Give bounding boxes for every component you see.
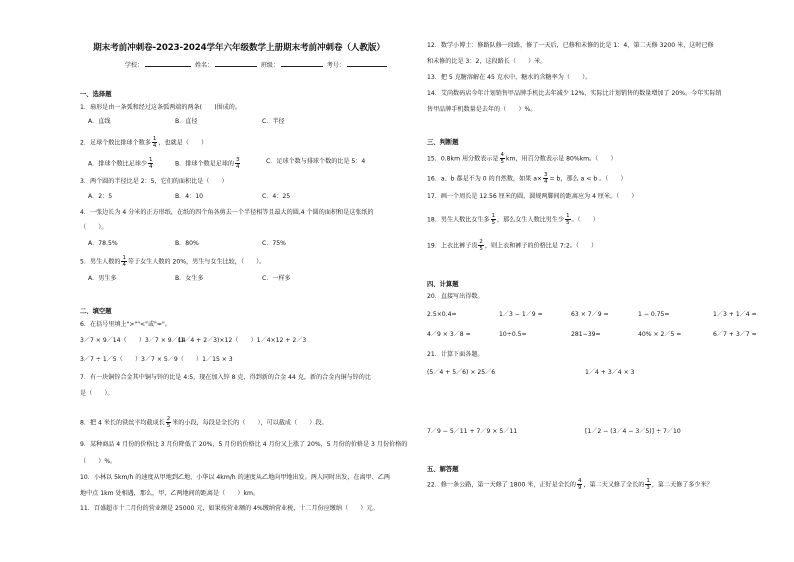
fraction — [543, 172, 548, 185]
q8-text-end: 米的小段，每段是全长的（ ），可以截成（ ）段。 — [172, 419, 328, 427]
denominator: 4 — [544, 179, 548, 185]
denominator: 4 — [152, 143, 157, 149]
option-a: A．78.5% — [88, 240, 118, 247]
fraction — [645, 478, 650, 491]
question-10-cont: 地中点 1km 处相遇，那么，甲、乙两地间的距离是（ ）km。 — [80, 490, 260, 497]
denominator: 4 — [149, 164, 153, 170]
section-heading: 三、判断题 — [427, 139, 459, 146]
numerator: 1 — [152, 136, 157, 142]
q18-text: 18．男生人数比女生多 — [427, 216, 490, 224]
option-text: A．排球个数比足球少 — [88, 160, 148, 168]
calc-item: 40% × 2／5 = — [638, 331, 682, 338]
section-heading: 一、选择题 — [80, 91, 112, 98]
name-field[interactable] — [215, 60, 257, 67]
denominator: 5 — [500, 159, 504, 165]
question-12-cont: 和未修的比是 3：2，这段路长（ ）米。 — [427, 58, 547, 65]
option-a: A．2：5 — [88, 193, 113, 200]
question-14: 14．艾尚数码店今年计划销售甲品牌手机比去年减少 12%，实际比计划销售的数量增加了 20%。今年实际销 — [427, 90, 722, 97]
section-heading: 五、解答题 — [427, 466, 459, 473]
q8-text: 8．把 4 米长的铁丝平均截成长 — [80, 419, 165, 427]
number-field[interactable] — [347, 60, 387, 67]
numerator: 3 — [544, 172, 548, 178]
q22-text-end: ，第二天修了多少米？ — [651, 481, 713, 489]
class-label: 班级： — [260, 62, 279, 69]
option-c: C．75% — [262, 240, 286, 247]
question-7: 7．有一块铜锌合金其中铜与锌的比是 4:5，现在加入锌 8 克，得到新的合金 44 克，新的合金内铜与锌的比 — [80, 374, 371, 381]
q15-text-end: km，用百分数表示是 80%km。（ ） — [505, 155, 617, 163]
q22-text-mid: ，第二天又修了全长的 — [583, 481, 645, 489]
question-21: 21．计算下面各题。 — [427, 351, 484, 358]
question-17: 17．画一个周长是 12.56 厘米的圆，圆规两脚间的距离应为 4 厘米。（ ） — [427, 193, 638, 200]
question-4-cont: （ ）。 — [80, 224, 108, 231]
question-5 — [80, 255, 265, 268]
question-12: 12．数学小博士：修路队修一段路，修了一天后，已修和未修的比是 1：4，第二天修 3200 米，这时已修 — [427, 42, 714, 49]
denominator: 3 — [646, 485, 650, 491]
numerator: 1 — [149, 157, 153, 163]
question-13: 13．把 5 克糖溶解在 45 克水中，糖水的含糖率为（ ）。 — [427, 74, 592, 81]
q5-text-end: 等于女生人数的 20%，男生与女生比较，（ ）。 — [127, 258, 266, 266]
q16-text: 16．a、b 都是不为 0 的自然数，如果 a× — [427, 175, 543, 183]
calc-item: 6／7 + 3／7 = — [713, 331, 757, 338]
question-22 — [427, 478, 713, 491]
section-heading: 二、填空题 — [80, 308, 112, 315]
q5-text: 5．男生人数的 — [80, 258, 121, 266]
question-14-cont: 售甲品牌手机数量是去年的（ ）%。 — [427, 106, 537, 113]
denominator: 4 — [236, 164, 240, 170]
denominator: 4 — [122, 262, 126, 268]
question-2 — [80, 136, 207, 149]
school-label: 学校： — [125, 62, 144, 69]
fraction — [235, 157, 240, 170]
question-9: 9．某种商品 4 月份的价格比 3 月份降低了 20%，5 月份的价格比 4 月份又上涨了 20%，5 月份的价格是 3 月份价格的 — [80, 441, 408, 448]
question-16 — [427, 172, 627, 185]
fraction — [577, 478, 582, 491]
question-1: 1．扇形是由一条弧和经过这条弧两端的两条( )围成的。 — [80, 104, 241, 111]
option-a: A．直线 — [88, 118, 111, 125]
calc-item: 1 − 0.75= — [638, 311, 670, 318]
class-field[interactable] — [281, 60, 323, 67]
option-b: B．80% — [175, 240, 199, 247]
q18-text-end: 。（ ） — [571, 216, 599, 224]
question-10: 10．小林以 5km/h 的速度从甲地到乙地，小华以 4km/h 的速度从乙地向甲地出发。两人同时出发，在离甲、乙两 — [80, 474, 390, 481]
numerator: 1 — [122, 255, 126, 261]
expression-3: 3／7 ÷ 1／5（ ）3／7 × 5／9（ ）1／15 × 3 — [80, 356, 233, 363]
denominator: 5 — [566, 220, 570, 226]
question-6: 6．在括号里填上">""<"或"="。 — [80, 321, 171, 328]
fraction — [166, 416, 171, 429]
fraction — [121, 255, 126, 268]
q2-text: 2．足球个数比排球个数多 — [80, 139, 151, 147]
numerator: 1 — [566, 213, 570, 219]
option-c: C．4：25 — [262, 193, 291, 200]
fraction — [500, 152, 505, 165]
student-info-line — [125, 60, 389, 69]
calc-item: 10÷0.5= — [499, 331, 527, 338]
option-a: A．男生多 — [88, 275, 117, 282]
question-11: 11．百盛超市十二月份的营业额是 25000 元，如果按营业额的 4%缴纳营业税，十二月份应缴纳（ ）元。 — [80, 505, 379, 512]
q22-text: 22．修一条公路，第一天修了 1800 米，正好是全长的 — [427, 481, 577, 489]
option-b: B．直径 — [175, 118, 198, 125]
numerator: 4 — [500, 152, 504, 158]
option-b — [175, 157, 241, 170]
section-heading: 四、计算题 — [427, 281, 459, 288]
q2-text-end: ，也就是（ ） — [158, 139, 208, 147]
fraction — [565, 213, 570, 226]
denominator: 5 — [166, 423, 171, 429]
option-a — [88, 157, 154, 170]
fraction — [478, 239, 483, 252]
numerator: 3 — [236, 157, 240, 163]
fraction — [148, 157, 153, 170]
expression: 7／9 − 5／11 + 7／9 × 5／11 — [427, 428, 518, 435]
numerator: 4 — [578, 478, 582, 484]
option-b: B．4：10 — [175, 193, 203, 200]
question-7-cont: 是（ ）。 — [80, 390, 114, 397]
expression: (5／4 + 5／6) × 25／6 — [427, 369, 496, 376]
question-8 — [80, 416, 328, 429]
denominator: 5 — [491, 220, 496, 226]
question-19 — [427, 239, 597, 252]
numerator: 1 — [646, 478, 650, 484]
number-label: 考号： — [326, 62, 345, 69]
expression-2: (1／4 + 2／3)×12（ ）1／4×12 + 2／3 — [178, 337, 307, 344]
page-title: 期末考前冲刺卷-2023-2024学年六年级数学上册期末考前冲刺卷（人教版） — [93, 43, 385, 53]
school-field[interactable] — [145, 60, 191, 67]
option-c: C．一样多 — [262, 275, 291, 282]
option-c: C．足球个数与排球个数的比是 5：4 — [266, 158, 366, 165]
calc-item: 1／3 + 1／4 = — [713, 311, 757, 318]
option-b: B．女生多 — [175, 275, 204, 282]
fraction — [152, 136, 157, 149]
name-label: 姓名： — [194, 62, 213, 69]
option-c: C．半径 — [262, 118, 285, 125]
fraction — [491, 213, 496, 226]
q19-text: 19．上衣比裤子贵 — [427, 242, 478, 250]
numerator: 2 — [166, 416, 171, 422]
numerator: 2 — [479, 239, 483, 245]
denominator: 9 — [578, 485, 582, 491]
calc-item: 63 × 7／9 = — [571, 311, 609, 318]
calc-item: 2.5×0.4= — [427, 311, 457, 318]
expression: 1／4 + 3／4 × 3 — [585, 369, 635, 376]
q15-text: 15．0.8km 用分数表示是 — [427, 155, 499, 163]
q18-text-mid: ，那么女生人数比男生少 — [497, 216, 565, 224]
calc-item: 4／9 × 3／8 = — [427, 331, 471, 338]
calc-item: 281−39= — [571, 331, 601, 338]
q16-text-end: = b，那么 a < b 。（ ） — [549, 175, 627, 183]
question-15 — [427, 152, 617, 165]
denominator: 5 — [479, 246, 483, 252]
question-9-cont: （ ）%。 — [80, 458, 117, 465]
question-3: 3．两个圆的半径比是 2：5，它们的面积比是（ ） — [80, 178, 228, 185]
expression: [1／2 − (3／4 − 3／5)] ÷ 7／10 — [585, 428, 681, 435]
question-4: 4．一张边长为 4 分米的正方形纸，在纸的四个角各剪去一个半径相等且最大的圆,4 个圆的面积和是这张纸的 — [80, 209, 374, 216]
calc-item: 1／3 − 1／9 = — [499, 311, 543, 318]
option-text: B．排球个数是足球的 — [175, 160, 235, 168]
question-18 — [427, 213, 599, 226]
expression-1: 3／7 × 9／14（ ）3／7 × 9／14 — [80, 337, 186, 344]
question-20: 20．直接写出得数。 — [427, 293, 484, 300]
numerator: 1 — [491, 213, 496, 219]
q19-text-end: ，则上衣和裤子的价格比是 7:2。（ ） — [484, 242, 598, 250]
